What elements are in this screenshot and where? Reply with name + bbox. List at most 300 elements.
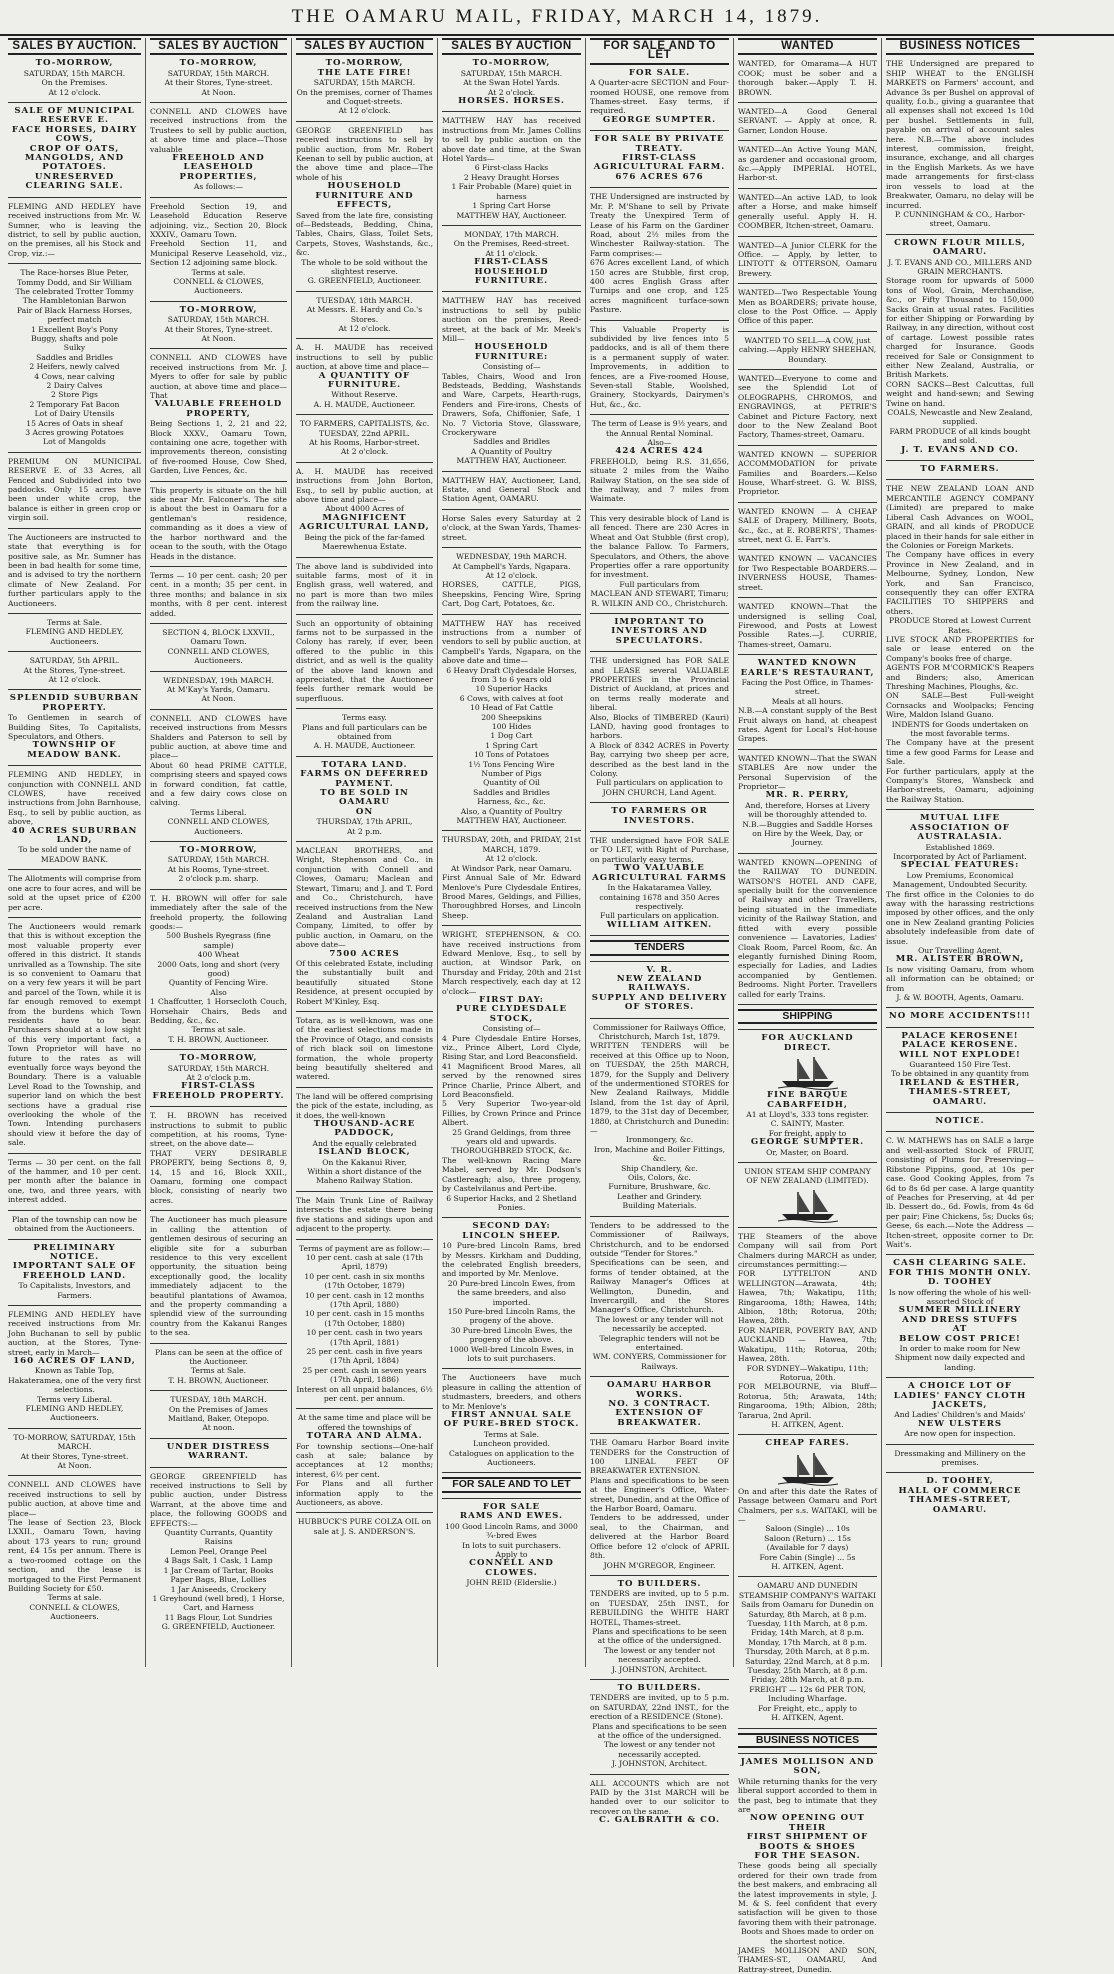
ad-headline: TO FARMERS. bbox=[920, 464, 1000, 475]
ad-line: WEDNESDAY, 19th MARCH. bbox=[163, 675, 274, 685]
ad-body-text: CONNELL AND CLOWES have received instructions from Messrs Shalders and Paterson to sell by public auction, at above time and place— bbox=[150, 713, 287, 761]
ad-body-text: The land will be offered comprising the pick of the estate, including, as it does, the well-known bbox=[296, 1091, 433, 1120]
ad-line: Lemon Peel, Orange Peel bbox=[170, 1546, 267, 1556]
advertisement bbox=[442, 116, 581, 219]
column-5 bbox=[586, 38, 734, 1826]
ad-body-text: WANTED—An active LAD, to look after a Horse, and make himself generally useful. Apply H. H. COOMBER, Itchen-street, Oamaru. bbox=[738, 192, 877, 231]
ad-line: At 12 o'clock. bbox=[48, 674, 101, 684]
ad-body-text: FOR LYTTELTON AND WELLINGTON—Arawata, 4th; Hawea, 7th; Wakatipu, 11th; Ringarooma, 18th; Hawea, 14th; Albion, 18th; Rotorua, 20th; Hawea, 28th. bbox=[738, 1269, 877, 1326]
advertisement bbox=[150, 894, 287, 1045]
ad-line: Friday, 14th March, at 8 p.m. bbox=[751, 1628, 864, 1638]
ad-body-text: The Auctioneer has much pleasure in calling the attention of gentlemen desirous of securing an eligible site for a suburban residence to this very excellent opportunity, the situation being exceptionally good, the locality immediately adjacent to the beautiful plantations of Awamoa, and the property commanding a splendid view of the surrounding country from the Kakanui Ranges to the sea. bbox=[150, 1215, 287, 1338]
divider bbox=[738, 1029, 877, 1030]
divider bbox=[296, 614, 433, 615]
advertisement bbox=[296, 296, 433, 334]
ad-body-text: To Gentlemen in search of Building Sites, To Capitalists, Speculators, and Others. bbox=[8, 713, 141, 741]
ad-line: The term of Lease is 9½ years, and the Annual Rental Nominal. bbox=[591, 419, 728, 438]
advertisement bbox=[296, 713, 433, 751]
advertisement bbox=[738, 374, 877, 440]
ad-line: 1 Jar Cream of Tartar, Books bbox=[163, 1565, 274, 1575]
advertisement bbox=[738, 193, 877, 231]
ad-headline: SPECIAL FEATURES: bbox=[900, 860, 1020, 871]
ad-body-text: The Auctioneers are instructed to state that everything is for positive sale, as Mr. Sumner has been in bad health for some time, and is advised to try the northern climate of New Zealand. For further particulars apply to the Auctioneers. bbox=[8, 532, 141, 608]
divider bbox=[8, 263, 141, 264]
advertisement bbox=[296, 1517, 433, 1536]
ad-line: MATTHEW HAY, Auctioneer. bbox=[456, 816, 567, 826]
ad-line: At Noon. bbox=[57, 1461, 92, 1471]
ad-line: At 12 o'clock. bbox=[338, 323, 391, 333]
ad-line: 25 per cent. cash in five years (17th April, 1884) bbox=[306, 1346, 423, 1366]
ad-line: Are now open for inspection. bbox=[904, 1429, 1016, 1439]
ad-line: Plan of the township can now be obtained from the Auctioneers. bbox=[11, 1214, 138, 1234]
advertisement bbox=[8, 107, 141, 192]
ad-body-text: Saved from the late fire, consisting of—Bedsteads, Bedding, China, Tables, Chairs, Glass, Toilet Sets, Carpets, Stoves, Washstands, &c., &c. bbox=[296, 210, 433, 258]
divider bbox=[150, 889, 287, 890]
ad-line: Commissioner for Railways Office, Christchurch, March 1st, 1879. bbox=[593, 1022, 726, 1041]
ad-body-text: AGENTS FOR M'CORMICK'S Reapers and Binders; also, American Threshing Machines, Ploughs, &c. bbox=[886, 663, 1034, 691]
section-banner: SHIPPING bbox=[738, 1009, 877, 1024]
advertisement bbox=[590, 325, 729, 410]
divider bbox=[442, 225, 581, 226]
ad-body-text: GEORGE GREENFIELD has received instructions to sell by public auction, from Mr. Robert Keenan to sell by public auction, at the above time and place—The whole of his bbox=[296, 125, 433, 182]
ad-line: At Noon. bbox=[201, 333, 236, 343]
advertisement bbox=[442, 59, 581, 106]
ad-line: COALS, Newcastle and New Zealand, supplied. bbox=[887, 408, 1033, 427]
divider bbox=[150, 841, 287, 842]
ad-headline: CHEAP FARES. bbox=[765, 1438, 850, 1449]
advertisement bbox=[442, 1503, 581, 1588]
ad-line: Iron, Machine and Boiler Fittings, &c. bbox=[593, 1144, 726, 1164]
ad-line: Ship Chandlery, &c. bbox=[621, 1163, 698, 1173]
ad-line: Oils, Colors, &c. bbox=[628, 1173, 691, 1183]
ad-line: Interest on all unpaid balances, 6½ per cent. per annum. bbox=[296, 1384, 433, 1403]
ad-body-text: FLEMING AND HEDLEY have received instructions from Mr. John Buchanan to sell by public auction, at the Stores, Tyne-street, early in March— bbox=[8, 1309, 141, 1357]
ad-headline: TWO VALUABLE AGRICULTURAL FARMS bbox=[592, 863, 727, 883]
divider bbox=[738, 853, 877, 854]
advertisement bbox=[296, 467, 433, 552]
column-4 bbox=[438, 38, 586, 1667]
ad-line: 10 per cent. cash in 15 months (17th October, 1880) bbox=[304, 1309, 425, 1328]
divider bbox=[590, 802, 729, 803]
divider bbox=[590, 831, 729, 832]
ad-line: Fore Cabin (Single) ... 5s bbox=[759, 1552, 856, 1562]
ad-line: 100 Hides bbox=[491, 722, 532, 731]
ad-line: SATURDAY, 15th MARCH. bbox=[167, 315, 270, 325]
ad-line: At 12 o'clock. bbox=[338, 106, 391, 116]
ad-line: As follows:— bbox=[193, 182, 244, 192]
ad-body-text: The Auctioneers have much pleasure in calling the attention of studmasters, breeders, and others to Mr. Menlove's bbox=[442, 1373, 581, 1411]
ad-headline: NOTICE. bbox=[935, 1116, 985, 1127]
ad-line: 11 Bags Flour, Lot Sundries bbox=[164, 1612, 273, 1622]
ad-line: At Noon. bbox=[201, 87, 236, 97]
divider bbox=[442, 547, 581, 548]
ad-line: A1 at Lloyd's, 333 tons register. bbox=[746, 1109, 869, 1119]
advertisement bbox=[150, 571, 287, 618]
advertisement bbox=[738, 659, 877, 744]
ad-body-text: The Company have offices in every Province in New Zealand, and in Melbourne, Sydney, London, New York, and San Francisco, consequently they can offer EXTRA FACILITIES TO SHIPPERS and others. bbox=[886, 550, 1034, 616]
ad-line: 1 Spring Cart Horse bbox=[472, 201, 551, 211]
ad-headline: SUPPLY AND DELIVERY OF STORES. bbox=[591, 992, 728, 1013]
advertisement bbox=[150, 107, 287, 192]
ad-line: The lowest or any tender not necessarily accepted. bbox=[603, 1645, 716, 1665]
divider bbox=[8, 651, 141, 652]
ad-headline: EXTENSION OF BREAKWATER. bbox=[615, 1408, 704, 1428]
ad-line: To be obtained in any quantity from bbox=[891, 1069, 1029, 1079]
ad-line: For freight, apply to bbox=[768, 1128, 847, 1138]
ad-body-text: While returning thanks for the very liberal support accorded to them in the past, beg to intimate that they are bbox=[738, 1776, 877, 1814]
ad-body-text: These goods being all specially ordered for their own trade from the best makers, and embracing all the latest improvements in style, J. M. & S. feel confident that every satisfaction will be given to those favoring them with their patronage. bbox=[738, 1861, 877, 1927]
advertisement bbox=[738, 1581, 877, 1722]
advertisement bbox=[590, 940, 729, 955]
ad-line: Plans and specifications to be seen at the office of the undersigned. bbox=[592, 1626, 727, 1646]
advertisement bbox=[590, 656, 729, 797]
advertisement bbox=[590, 419, 729, 504]
ad-headline: FOR THE SEASON. bbox=[754, 1850, 861, 1861]
advertisement bbox=[8, 618, 141, 646]
ad-headline: THEIR bbox=[788, 1822, 827, 1833]
ad-headline: AT bbox=[952, 1324, 968, 1335]
ad-headline: ISLAND BLOCK, bbox=[318, 1147, 411, 1158]
advertisement bbox=[150, 1215, 287, 1337]
ad-line: Tuesday, 11th March, at 8 p.m. bbox=[747, 1619, 868, 1629]
ad-headline: IRELAND & ESTHER, THAMES-STREET, OAMARU. bbox=[899, 1077, 1021, 1107]
advertisement bbox=[590, 966, 729, 1013]
ad-body-text: PREMIUM ON MUNICIPAL RESERVE E. of 33 Acres, all Fenced and Subdivided into two paddocks. Only 15 acres have been under white crop, the balance is either in green crop or virgin soil. bbox=[8, 456, 141, 523]
divider bbox=[8, 1153, 141, 1154]
advertisement bbox=[296, 562, 433, 609]
advertisement bbox=[886, 814, 1034, 1002]
advertisement bbox=[738, 602, 877, 649]
ad-line: T. H. BROWN, Auctioneer. bbox=[168, 1034, 269, 1044]
divider bbox=[738, 597, 877, 598]
ad-line: For Freight, etc., apply to bbox=[758, 1703, 857, 1713]
ad-line: A Quantity of Poultry bbox=[470, 446, 553, 456]
ad-line: Building Materials. bbox=[622, 1201, 697, 1211]
divider bbox=[296, 1011, 433, 1012]
ad-line: SATURDAY, 15th MARCH. bbox=[313, 78, 416, 88]
ad-headline: IMPORTANT TO INVESTORS AND SPECULATORS. bbox=[611, 616, 708, 646]
ad-line: 25 per cent. cash in seven years (17th April, 1886) bbox=[302, 1365, 427, 1385]
divider bbox=[150, 1438, 287, 1439]
ad-line: R. WILKIN AND CO., Christchurch. bbox=[591, 598, 728, 608]
ad-line: At 12 o'clock. bbox=[485, 854, 538, 864]
advertisement bbox=[442, 476, 581, 504]
advertisement bbox=[738, 1034, 877, 1157]
advertisement bbox=[886, 1382, 1034, 1438]
ad-body-text: The lease of Section 23, Block LXXII., Oamaru Town, having about 173 years to run; ground rent, £4 15s per annum. There is a two-roomed cottage on the section, and the lease is mortgaged to the First Permanent Building Society for £50. bbox=[8, 1518, 141, 1593]
ad-line: Terms at Sale. bbox=[483, 1429, 540, 1439]
ad-line: Saturday, 8th March, at 8 p.m. bbox=[748, 1609, 867, 1619]
divider bbox=[442, 509, 581, 510]
ad-line: Harness, &c., &c. bbox=[477, 797, 546, 807]
advertisement bbox=[442, 1222, 581, 1363]
ad-line: 500 Bushels Ryegrass (fine sample) bbox=[166, 931, 271, 950]
ad-body-text: MACLEAN BROTHERS, and Wright, Stephenson and Co., in conjunction with Connell and Clowes, Oamaru; Maclean and Stewart, Timaru; and J. and T. Ford and Co., Christchurch, have received instructions from the New Zealand and Australian Land Company, Limited, to offer by public auction, in Oamaru, on the above date— bbox=[296, 846, 433, 950]
ad-line: 20 Pure-bred Lincoln Ewes, from the same breeders, and also imported. bbox=[447, 1278, 576, 1307]
divider bbox=[590, 961, 729, 962]
ad-line: MACLEAN AND STEWART, Timaru; bbox=[590, 589, 729, 599]
ad-line: Saddles and Bridles bbox=[473, 787, 550, 797]
divider bbox=[738, 369, 877, 370]
ad-line: Terms at sale. bbox=[191, 267, 246, 277]
advertisement bbox=[8, 656, 141, 684]
ad-headline: TOTARA AND ALMA. bbox=[306, 1431, 423, 1442]
ad-line: 2000 Oats, long and short (very good) bbox=[157, 959, 280, 978]
advertisement bbox=[150, 628, 287, 666]
divider bbox=[590, 935, 729, 936]
ad-line: Is now offering the whole of his well-assorted Stock of bbox=[888, 1287, 1032, 1306]
ad-line: Boots and Shoes made to order on the shortest notice. bbox=[741, 1927, 874, 1946]
divider bbox=[8, 1428, 141, 1429]
advertisement bbox=[590, 1580, 729, 1674]
ad-line: Saloon (Single) ... 10s bbox=[765, 1524, 850, 1534]
divider bbox=[150, 671, 287, 672]
advertisement bbox=[738, 858, 877, 999]
ad-line: On the Kakanui River, bbox=[322, 1157, 407, 1167]
ad-line: At noon. bbox=[202, 1423, 235, 1433]
ad-line: Quantity of Oil bbox=[483, 778, 540, 788]
ad-line: J. JOHNSTON, Architect. bbox=[611, 1759, 708, 1769]
ad-line: FARM PRODUCE of all kinds bought and sold. bbox=[889, 426, 1031, 446]
ad-line: Low Premiums, Economical Management, Undoubted Security. bbox=[892, 870, 1028, 890]
advertisement bbox=[150, 1054, 287, 1101]
ad-line: A. H. MAUDE, Auctioneer. bbox=[313, 741, 416, 751]
ad-body-text: WANTED—An Active Young MAN, as gardener and occasional groom, &c.—Apply IMPERIAL HOTEL, Harbor-st. bbox=[738, 145, 877, 183]
advertisement bbox=[296, 1244, 433, 1404]
ad-line: 6 Superior Hacks, and 2 Shetland Ponies. bbox=[446, 1193, 577, 1212]
ad-body-text: JAMES MOLLISON AND SON, THAMES-ST., OAMARU, And Rattray-street, Dunedin. bbox=[738, 1946, 877, 1974]
ad-line: TUESDAY, 22nd APRIL. bbox=[319, 428, 410, 438]
ad-line: Consisting of— bbox=[482, 1024, 541, 1034]
divider bbox=[738, 1434, 877, 1435]
column-heading: SALES BY AUCTION. bbox=[8, 38, 141, 55]
ad-body-text: 4 Pure Clydesdale Entire Horses, viz., Prince Albert, Lord Clyde, Rising Star, and Lord Beaconsfield. bbox=[442, 1033, 581, 1062]
ad-body-text: Such an opportunity of obtaining farms not to be surpassed in the Colony has rarely, if ever, been offered to the public in this district, and as well is the quality of the above land known and appreciated, that the Auctioneer feels further remark would be superfluous. bbox=[296, 618, 433, 703]
ad-line: At 12 o'clock. bbox=[485, 570, 538, 580]
ad-line: THURSDAY, 17th APRIL, bbox=[316, 817, 413, 827]
advertisement bbox=[442, 619, 581, 826]
advertisement bbox=[150, 353, 287, 475]
ad-headline: FOR SALE BY PRIVATE TREATY. bbox=[594, 134, 725, 154]
ad-line: CONNELL AND CLOWES, Auctioneers. bbox=[167, 817, 270, 836]
ad-line: 400 Wheat bbox=[197, 950, 240, 960]
advertisement bbox=[8, 1433, 141, 1471]
ad-body-text: A Block of 8342 ACRES in Poverty Bay, carrying two sheep per acre, described as the best land in the Colony. bbox=[590, 740, 729, 779]
ad-line: At 11 o'clock. bbox=[485, 248, 538, 258]
ad-body-text: T. H. BROWN has received instructions to submit to public competition, at his rooms, Tyne-street, on the above date— bbox=[150, 1111, 287, 1149]
ad-headline: RAMS AND EWES. bbox=[459, 1511, 564, 1522]
advertisement bbox=[442, 552, 581, 608]
ad-line: Or, Master, on Board. bbox=[766, 1147, 849, 1157]
ad-headline: SECOND DAY: bbox=[472, 1221, 551, 1232]
advertisement bbox=[590, 1221, 729, 1372]
advertisement bbox=[738, 1758, 877, 1974]
ad-body-text: The above land is subdivided into suitable farms, most of it in English grass, well watered, and no part is more than two miles from the railway line. bbox=[296, 561, 433, 609]
divider bbox=[150, 1210, 287, 1211]
ad-body-text: 1 Chaffcutter, 1 Horsecloth Couch, Horsehair Chairs, Beds and Bedding, &c., &c. bbox=[150, 997, 287, 1025]
ad-line: 2 Heifers, newly calved bbox=[29, 362, 120, 372]
divider bbox=[150, 301, 287, 302]
ad-body-text: WANTED—Everyone to come and see the Splendid Lot of OLEOGRAPHS, CHROMOS, and ENGRAVINGS, at PETRIE'S Cabinet and Picture Factory, next door to the New Zealand Boot Factory, Thames-street, Oamaru. bbox=[738, 373, 877, 440]
column-heading: SALES BY AUCTION bbox=[150, 38, 287, 55]
ad-headline: TO FARMERS OR INVESTORS. bbox=[611, 806, 708, 826]
ad-headline: THE LATE FIRE! bbox=[317, 67, 412, 78]
ad-line: THOROUGHBRED STOCK, &c. bbox=[451, 1146, 572, 1156]
ad-headline: HORSES. HORSES. bbox=[458, 96, 565, 107]
advertisement bbox=[150, 306, 287, 344]
ad-line: TUESDAY, 18th MARCH. bbox=[316, 295, 413, 305]
divider bbox=[296, 1087, 433, 1088]
ad-line: Full particulars on application. bbox=[599, 911, 720, 921]
ad-line: 1 Dog Cart bbox=[490, 731, 533, 741]
ad-line: Facing the Post Office, in Thames-street. bbox=[741, 677, 874, 697]
ad-headline: PRELIMINARY NOTICE. bbox=[33, 1242, 116, 1262]
ad-line: On the Premises, Reed-street. bbox=[453, 239, 570, 249]
ad-body-text: N.B.—A constant supply of the Best Fruit always on hand, at cheapest rates. Agent for Local's Hot-house Grapes. bbox=[738, 706, 877, 744]
ad-line: To be sold under the name of MEADOW BANK. bbox=[18, 845, 131, 864]
advertisement bbox=[442, 1373, 581, 1467]
ad-line: (Available for 7 days) bbox=[766, 1543, 849, 1553]
ad-headline: J. T. EVANS AND CO. bbox=[901, 444, 1019, 455]
ad-line: THURSDAY, 20th, and FRIDAY, 21st MARCH, 1879. bbox=[442, 835, 581, 854]
ad-line: H. AITKEN, Agent. bbox=[771, 1713, 844, 1723]
divider bbox=[296, 338, 433, 339]
ad-line: Buggy, shafts and pole bbox=[31, 333, 118, 343]
advertisement bbox=[8, 1244, 141, 1300]
ad-line: 1000 Well-bred Lincoln Ewes, in lots to suit purchasers. bbox=[449, 1344, 574, 1363]
ad-headline: C. GALBRAITH & CO. bbox=[599, 1815, 720, 1826]
ad-line: H. AITKEN, Agent. bbox=[771, 1419, 844, 1429]
ad-body-text: THAT VERY DESIRABLE PROPERTY, being Sections 8, 9, 14, 15 and 16, Block XXII., Oamaru, forming one compact block, consisting of nearly two acres. bbox=[150, 1148, 287, 1205]
ad-body-text: THE NEW ZEALAND LOAN AND MERCANTILE AGENCY COMPANY (Limited) are prepared to make Liberal Cash Advances on WOOL, GRAIN, and all kinds of PRODUCE placed in their hands for sale either in the Colonies or Foreign Markets. bbox=[886, 484, 1034, 550]
ad-headline: THOUSAND-ACRE PADDOCK, bbox=[313, 1119, 416, 1139]
divider bbox=[296, 1239, 433, 1240]
ad-line: Terms easy. bbox=[342, 713, 387, 723]
ad-line: At the Stores, Tyne-street. bbox=[23, 665, 126, 675]
ad-line: Pair of Black Harness Horses, perfect match bbox=[16, 305, 133, 325]
ad-headline: GEORGE SUMPTER. bbox=[602, 114, 717, 125]
ad-headline: TO-MORROW, bbox=[179, 304, 258, 315]
divider bbox=[590, 1774, 729, 1775]
ad-body-text: For Plans and all further information apply to the Auctioneers, as above. bbox=[296, 1479, 433, 1508]
ad-line: Saturday, 22nd March, at 8 p.m. bbox=[745, 1656, 870, 1666]
divider bbox=[442, 1498, 581, 1499]
ad-line: G. GREENFIELD, Auctioneer. bbox=[161, 1622, 276, 1632]
ad-body-text: Horse Sales every Saturday at 2 o'clock, at the Swan Yards, Thames-street. bbox=[442, 513, 581, 542]
divider bbox=[150, 1049, 287, 1050]
ad-headline: MR. R. PERRY, bbox=[765, 790, 850, 801]
advertisement bbox=[886, 1136, 1034, 1249]
advertisement bbox=[8, 533, 141, 608]
ad-line: 3 Acres growing Potatoes bbox=[25, 428, 124, 438]
ad-line: Consisting of— bbox=[482, 362, 541, 372]
advertisement bbox=[886, 1259, 1034, 1372]
ad-body-text: For township sections—One-half cash at sale; balance by acceptances at 12 months; interest, 6½ per cent. bbox=[296, 1441, 433, 1479]
ad-line: On the premises, corner of Thames and Coquet-streets. bbox=[296, 87, 433, 107]
ad-line: And the equally celebrated bbox=[312, 1138, 417, 1148]
ad-body-text: On and after this date the Rates of Passage between Oamaru and Port Chalmers, per s.s. WAITAKI, will be— bbox=[738, 1486, 877, 1524]
ad-body-text: WANTED, for Omarama—A HUT COOK; must be sober and a thorough baker.—Apply T. H. BROWN. bbox=[738, 59, 877, 97]
divider bbox=[738, 1576, 877, 1577]
ad-line: Established 1869. bbox=[925, 842, 995, 852]
ad-headline: TO-MORROW, bbox=[179, 845, 258, 856]
ad-line: Saloon (Return) ... 15s bbox=[764, 1533, 851, 1543]
ad-headline: SALE OF MUNICIPAL RESERVE E. bbox=[14, 106, 135, 126]
advertisement bbox=[590, 514, 729, 608]
advertisement bbox=[150, 714, 287, 836]
ad-line: Friday, 28th March, at 8 p.m. bbox=[751, 1675, 864, 1685]
divider bbox=[8, 613, 141, 614]
ad-headline: THAMES-STREET, OAMARU. bbox=[908, 1495, 1012, 1515]
advertisement bbox=[738, 1167, 877, 1222]
divider bbox=[150, 1390, 287, 1391]
ad-line: SATURDAY, 15th MARCH. bbox=[23, 68, 126, 78]
ad-body-text: WANTED KNOWN—That the SWAN STABLES Are now under the Personal Supervision of the Proprietor— bbox=[738, 753, 877, 791]
ad-line: PRODUCE Stored at Lowest Current Rates. bbox=[889, 616, 1031, 635]
ad-body-text: MATTHEW HAY has received instructions to sell by public auction on the premises, Reed-street, at the back of Mr. Meek's Mill— bbox=[442, 296, 581, 343]
ad-line: Meals at all hours. bbox=[771, 696, 844, 706]
ad-line: TUESDAY, 18th MARCH. bbox=[170, 1395, 267, 1405]
ad-headline: 7500 ACRES bbox=[329, 948, 400, 959]
divider bbox=[150, 1106, 287, 1107]
ad-headline: VALUABLE FREEHOLD PROPERTY, bbox=[154, 399, 283, 419]
ad-line: SATURDAY, 5th APRIL. bbox=[29, 656, 120, 666]
divider bbox=[150, 566, 287, 567]
ad-headline: SUMMER MILLINERY AND DRESS STUFFS bbox=[898, 1305, 1022, 1325]
advertisement bbox=[738, 554, 877, 592]
ad-body-text: FREEHOLD, being R.S. 31,656, situate 2 miles from the Waiho Railway Station, on the sea side of the railway, and 7 miles from Waimate. bbox=[590, 456, 729, 504]
ad-body-text: Tenders to be addressed to the Commissioner of Railways, Christchurch, and to be endorsed outside "Tender for Stores." bbox=[590, 1220, 729, 1258]
advertisement bbox=[590, 1381, 729, 1428]
advertisement bbox=[738, 145, 877, 183]
ad-headline: 160 ACRES OF LAND, bbox=[13, 1355, 136, 1366]
ad-line: 1 Excellent Boy's Pony bbox=[31, 324, 118, 334]
ad-headline: FIRST DAY: bbox=[479, 994, 544, 1005]
column-heading: SALES BY AUCTION bbox=[442, 38, 581, 55]
ad-line: In lots to suit purchasers. bbox=[462, 1540, 561, 1550]
ad-headline: MUTUAL LIFE ASSOCIATION OF AUSTRALASIA. bbox=[910, 813, 1010, 843]
ad-line: On the Premises. bbox=[41, 78, 108, 88]
ad-line: The whole to be sold without the slightest reserve. bbox=[301, 257, 428, 276]
advertisement bbox=[886, 1477, 1034, 1515]
ad-body-text: This very desirable block of Land is all fenced. There are 230 Acres in Wheat and Oat Stubble (first crop), the balance Fallow. To Farmers, Speculators, and Others, the above Properties offer a rare opportunity for investment. bbox=[590, 513, 729, 580]
ad-body-text: For further particulars, apply at the Company's Stores, Wansbeck and Harbor-streets, Oamaru, adjoining the Railway Station. bbox=[886, 766, 1034, 804]
ad-body-text: FOR MELBOURNE, via Bluff—Rotorua, 5th; Arawata, 14th; Ringarooma, 19th; Albion, 28th; Tararua, 2nd April. bbox=[738, 1382, 877, 1420]
divider bbox=[738, 140, 877, 141]
column-1 bbox=[4, 38, 146, 1667]
ad-headline: FREEHOLD AND LEASEHOLD PROPERTIES, bbox=[172, 153, 265, 182]
divider bbox=[590, 414, 729, 415]
ad-line: Known as Table Top, Hakateramea, one of the very first selections. bbox=[8, 1366, 141, 1395]
ad-line: 1 Spring Cart bbox=[485, 740, 538, 750]
ad-body-text: GEORGE GREENFIELD has received instructions to Sell by public auction, under Distress Warrant, at the above time and place, the following GOODS and EFFECTS:— bbox=[150, 1471, 287, 1528]
ad-body-text: WANTED KNOWN — SUPERIOR ACCOMMODATION for private Families and Boarders.—Kelso House, Wharf-street. G. W. BISS, Proprietor. bbox=[738, 449, 877, 497]
divider bbox=[150, 623, 287, 624]
ad-line: About 4000 Acres of bbox=[325, 504, 404, 514]
ad-line: Also bbox=[210, 987, 227, 997]
ad-headline: FOR AUCKLAND DIRECT. bbox=[761, 1033, 854, 1053]
advertisement bbox=[590, 1023, 729, 1211]
ad-line: Plans and full particulars can be obtained from bbox=[302, 722, 427, 741]
ad-headline: A CHOICE LOT OF bbox=[907, 1381, 1012, 1392]
ad-headline: A QUANTITY OF FURNITURE. bbox=[318, 370, 411, 390]
ad-body-text: Storage room for upwards of 5000 tons of Wool, Grain, Merchandise, &c., or Fifty Thousand to 150,000 Sacks Grain at usual rates. Facilities for either Shipping or Forwarding by Railway, in any direction, without cost of cartage. Lowest possible rates charged for Insurance. Goods received for Sale or Consignment to either New Zealand, Australia, or British Markets. bbox=[886, 276, 1034, 380]
advertisement bbox=[296, 846, 433, 1006]
advertisement bbox=[8, 202, 141, 258]
ad-body-text: HORSES, CATTLE, PIGS, Sheepskins, Fencing Wire, Spring Cart, Dog Cart, Potatoes, &c. bbox=[442, 580, 581, 609]
ad-line: At Windsor Park, near Oamaru. bbox=[451, 863, 572, 873]
advertisement bbox=[8, 1158, 141, 1205]
